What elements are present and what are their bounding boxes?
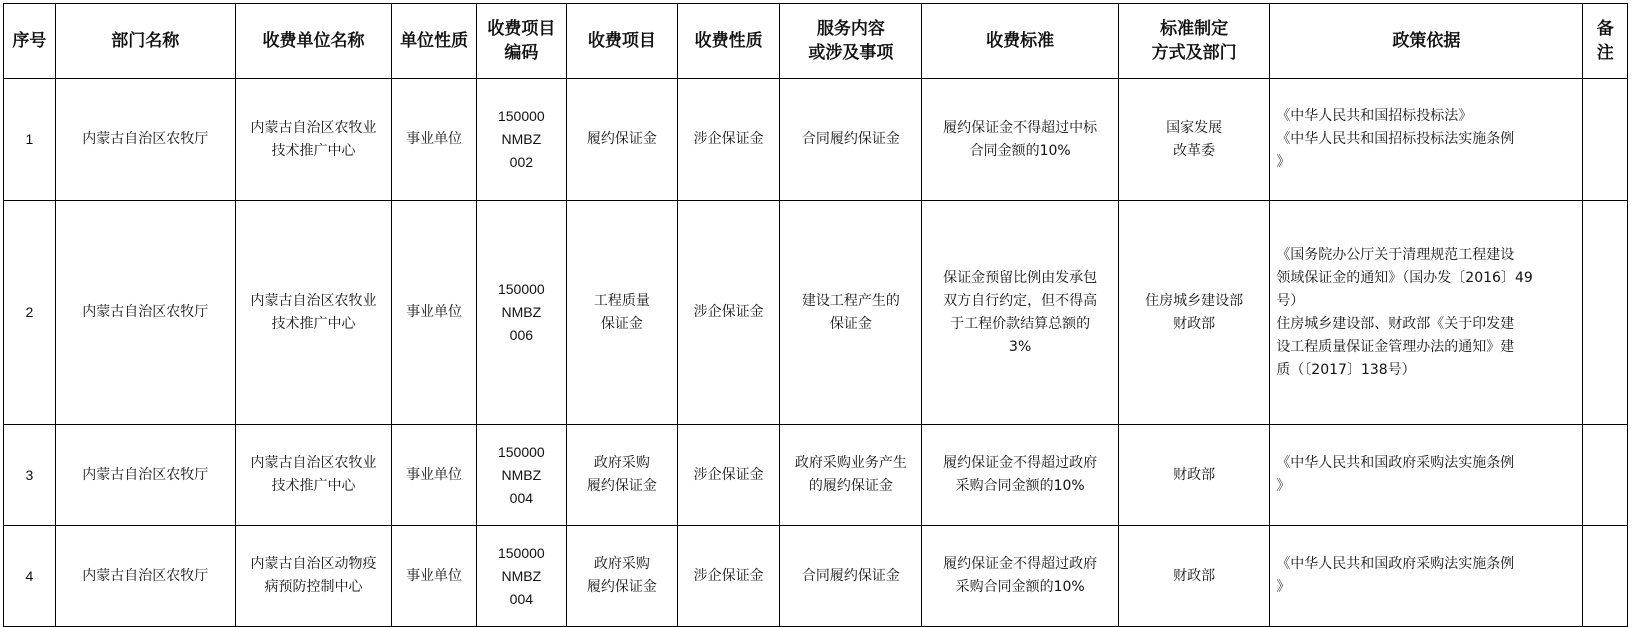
cell-no: 1	[4, 79, 56, 201]
header-no: 序号	[4, 4, 56, 79]
fee-table	[3, 3, 1628, 627]
cell-nature: 事业单位	[392, 201, 477, 425]
table-row	[4, 526, 1628, 627]
cell-nature: 事业单位	[392, 526, 477, 627]
cell-note	[1583, 201, 1628, 425]
header-service: 服务内容 或涉及事项	[780, 4, 922, 79]
table-row	[4, 425, 1628, 526]
cell-dept: 内蒙古自治区农牧厅	[55, 79, 235, 201]
cell-nature: 事业单位	[392, 79, 477, 201]
cell-service: 合同履约保证金	[780, 79, 922, 201]
cell-item: 政府采购 履约保证金	[566, 425, 677, 526]
cell-code: 150000 NMBZ 002	[476, 79, 566, 201]
cell-maker: 财政部	[1119, 526, 1270, 627]
cell-service: 建设工程产生的 保证金	[780, 201, 922, 425]
header-code: 收费项目 编码	[476, 4, 566, 79]
header-note: 备 注	[1583, 4, 1628, 79]
header-dept: 部门名称	[55, 4, 235, 79]
cell-dept: 内蒙古自治区农牧厅	[55, 201, 235, 425]
fee-table-wrapper	[3, 3, 1628, 627]
cell-no: 2	[4, 201, 56, 425]
cell-standard: 履约保证金不得超过政府 采购合同金额的10%	[922, 526, 1119, 627]
header-item: 收费项目	[566, 4, 677, 79]
cell-no: 4	[4, 526, 56, 627]
header-unit: 收费单位名称	[235, 4, 392, 79]
cell-unit: 内蒙古自治区动物疫 病预防控制中心	[235, 526, 392, 627]
cell-dept: 内蒙古自治区农牧厅	[55, 425, 235, 526]
cell-fee-nature: 涉企保证金	[677, 425, 780, 526]
header-row	[4, 4, 1628, 79]
cell-policy: 《中华人民共和国政府采购法实施条例 》	[1270, 526, 1583, 627]
cell-fee-nature: 涉企保证金	[677, 526, 780, 627]
header-nature: 单位性质	[392, 4, 477, 79]
cell-note	[1583, 526, 1628, 627]
cell-standard: 履约保证金不得超过政府 采购合同金额的10%	[922, 425, 1119, 526]
cell-item: 政府采购 履约保证金	[566, 526, 677, 627]
cell-service: 合同履约保证金	[780, 526, 922, 627]
cell-code: 150000 NMBZ 004	[476, 425, 566, 526]
cell-service: 政府采购业务产生 的履约保证金	[780, 425, 922, 526]
cell-fee-nature: 涉企保证金	[677, 201, 780, 425]
cell-policy: 《中华人民共和国招标投标法》 《中华人民共和国招标投标法实施条例 》	[1270, 79, 1583, 201]
header-policy: 政策依据	[1270, 4, 1583, 79]
cell-no: 3	[4, 425, 56, 526]
cell-code: 150000 NMBZ 006	[476, 201, 566, 425]
cell-standard: 履约保证金不得超过中标 合同金额的10%	[922, 79, 1119, 201]
cell-dept: 内蒙古自治区农牧厅	[55, 526, 235, 627]
cell-unit: 内蒙古自治区农牧业 技术推广中心	[235, 425, 392, 526]
cell-code: 150000 NMBZ 004	[476, 526, 566, 627]
cell-nature: 事业单位	[392, 425, 477, 526]
cell-note	[1583, 425, 1628, 526]
cell-standard: 保证金预留比例由发承包 双方自行约定，但不得高 于工程价款结算总额的 3%	[922, 201, 1119, 425]
cell-policy: 《国务院办公厅关于清理规范工程建设 领域保证金的通知》（国办发〔2016〕49 号） 住房城乡建设部、财政部《关于印发建 设工程质量保证金管理办法的通知》建 质（〔2017〕138号）	[1270, 201, 1583, 425]
cell-maker: 财政部	[1119, 425, 1270, 526]
header-fee-nature: 收费性质	[677, 4, 780, 79]
cell-note	[1583, 79, 1628, 201]
cell-unit: 内蒙古自治区农牧业 技术推广中心	[235, 79, 392, 201]
cell-maker: 国家发展 改革委	[1119, 79, 1270, 201]
cell-unit: 内蒙古自治区农牧业 技术推广中心	[235, 201, 392, 425]
cell-maker: 住房城乡建设部 财政部	[1119, 201, 1270, 425]
cell-fee-nature: 涉企保证金	[677, 79, 780, 201]
table-row	[4, 201, 1628, 425]
header-maker: 标准制定 方式及部门	[1119, 4, 1270, 79]
header-standard: 收费标准	[922, 4, 1119, 79]
table-row	[4, 79, 1628, 201]
cell-policy: 《中华人民共和国政府采购法实施条例 》	[1270, 425, 1583, 526]
cell-item: 履约保证金	[566, 79, 677, 201]
cell-item: 工程质量 保证金	[566, 201, 677, 425]
